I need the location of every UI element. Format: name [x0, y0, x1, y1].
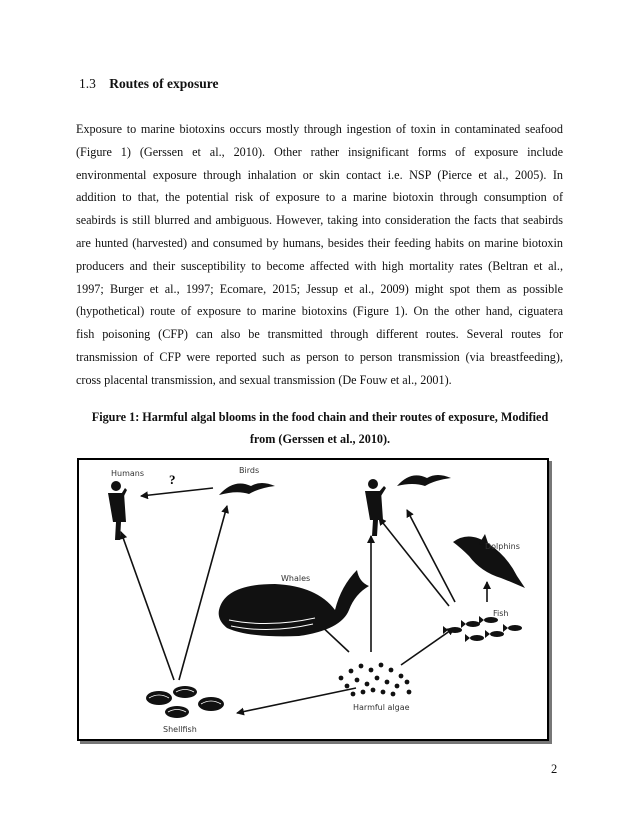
algae-dots-icon [339, 663, 412, 697]
arrow-shellfish-to-humans [121, 532, 174, 680]
label-fish: Fish [493, 609, 509, 618]
paragraph-line: seabirds is still blurred and ambiguous. However, taking into consideration the facts that seabirds [76, 213, 563, 228]
caption-line-1: Figure 1: Harmful algal blooms in the food chain and their routes of exposure, Modified [91, 410, 549, 424]
paragraph-line: (hypothetical) route of exposure to marine biotoxins (Figure 1). On the other hand, ciguatera [76, 304, 563, 319]
arrow-fish-to-humans [379, 518, 449, 606]
paragraph-line: environmental exposure through inhalation or skin contact i.e. NSP (Pierce et al., 2005). In [76, 167, 563, 182]
section-title: Routes of exposure [109, 76, 219, 91]
caption-line-2: from (Gerssen et al., 2010). [249, 432, 391, 446]
bird-right-icon [397, 475, 451, 486]
label-humans: Humans [111, 469, 145, 478]
label-harmful-algae: Harmful algae [353, 703, 410, 712]
label-shellfish: Shellfish [163, 725, 197, 734]
paragraph-line: transmission of CFP were reported such as person to person transmission (via breastfeeding), [76, 349, 563, 364]
paragraph-line: producers and their susceptibility to become affected with high mortality rates (Beltran et al., [76, 258, 563, 273]
food-chain-diagram [79, 460, 547, 739]
label-whales: Whales [281, 574, 311, 583]
label-question-mark: ? [169, 472, 176, 487]
paragraph-line: cross placental transmission, and sexual transmission (De Fouw et al., 2001). [76, 372, 452, 387]
food-chain-figure [77, 458, 549, 741]
label-dolphins: Dolphins [485, 542, 520, 551]
paragraph-line: are hunted (harvested) and consumed by humans, besides their feeding habits on marine biotoxin [76, 235, 563, 250]
arrow-fish-to-birds [407, 510, 455, 602]
section-number: 1.3 [79, 76, 96, 91]
shellfish-icon [146, 686, 224, 718]
paragraph-line: (Figure 1) (Gerssen et al., 2010). Other rather insignificant forms of exposure include [76, 144, 563, 159]
paragraph-line: Exposure to marine biotoxins occurs mostly through ingestion of toxin in contaminated seafood [76, 122, 563, 136]
section-heading [79, 76, 219, 92]
bird-left-icon [219, 483, 275, 495]
arrow-algae-to-shellfish [237, 688, 356, 713]
paragraph-line: addition to that, the potential risk of exposure to a marine biotoxin through consumption of [76, 190, 563, 205]
figure-caption [70, 406, 570, 450]
paragraph-line: 1997; Burger et al., 1997; Ecomare, 2015; Jessup et al., 2009) might spot them as possible [76, 281, 563, 296]
paragraph-line: fish poisoning (CFP) can also be transmitted through different routes. Several routes for [76, 327, 563, 342]
arrow-birds-to-humans [141, 488, 213, 496]
human-right-icon [365, 479, 386, 536]
human-left-icon [108, 481, 127, 540]
fish-school-icon [443, 616, 522, 642]
label-birds: Birds [239, 466, 260, 475]
arrow-algae-to-fish [401, 628, 454, 665]
arrow-shellfish-to-birds [179, 506, 227, 680]
page-number: 2 [551, 762, 558, 776]
body-paragraph [76, 118, 563, 392]
